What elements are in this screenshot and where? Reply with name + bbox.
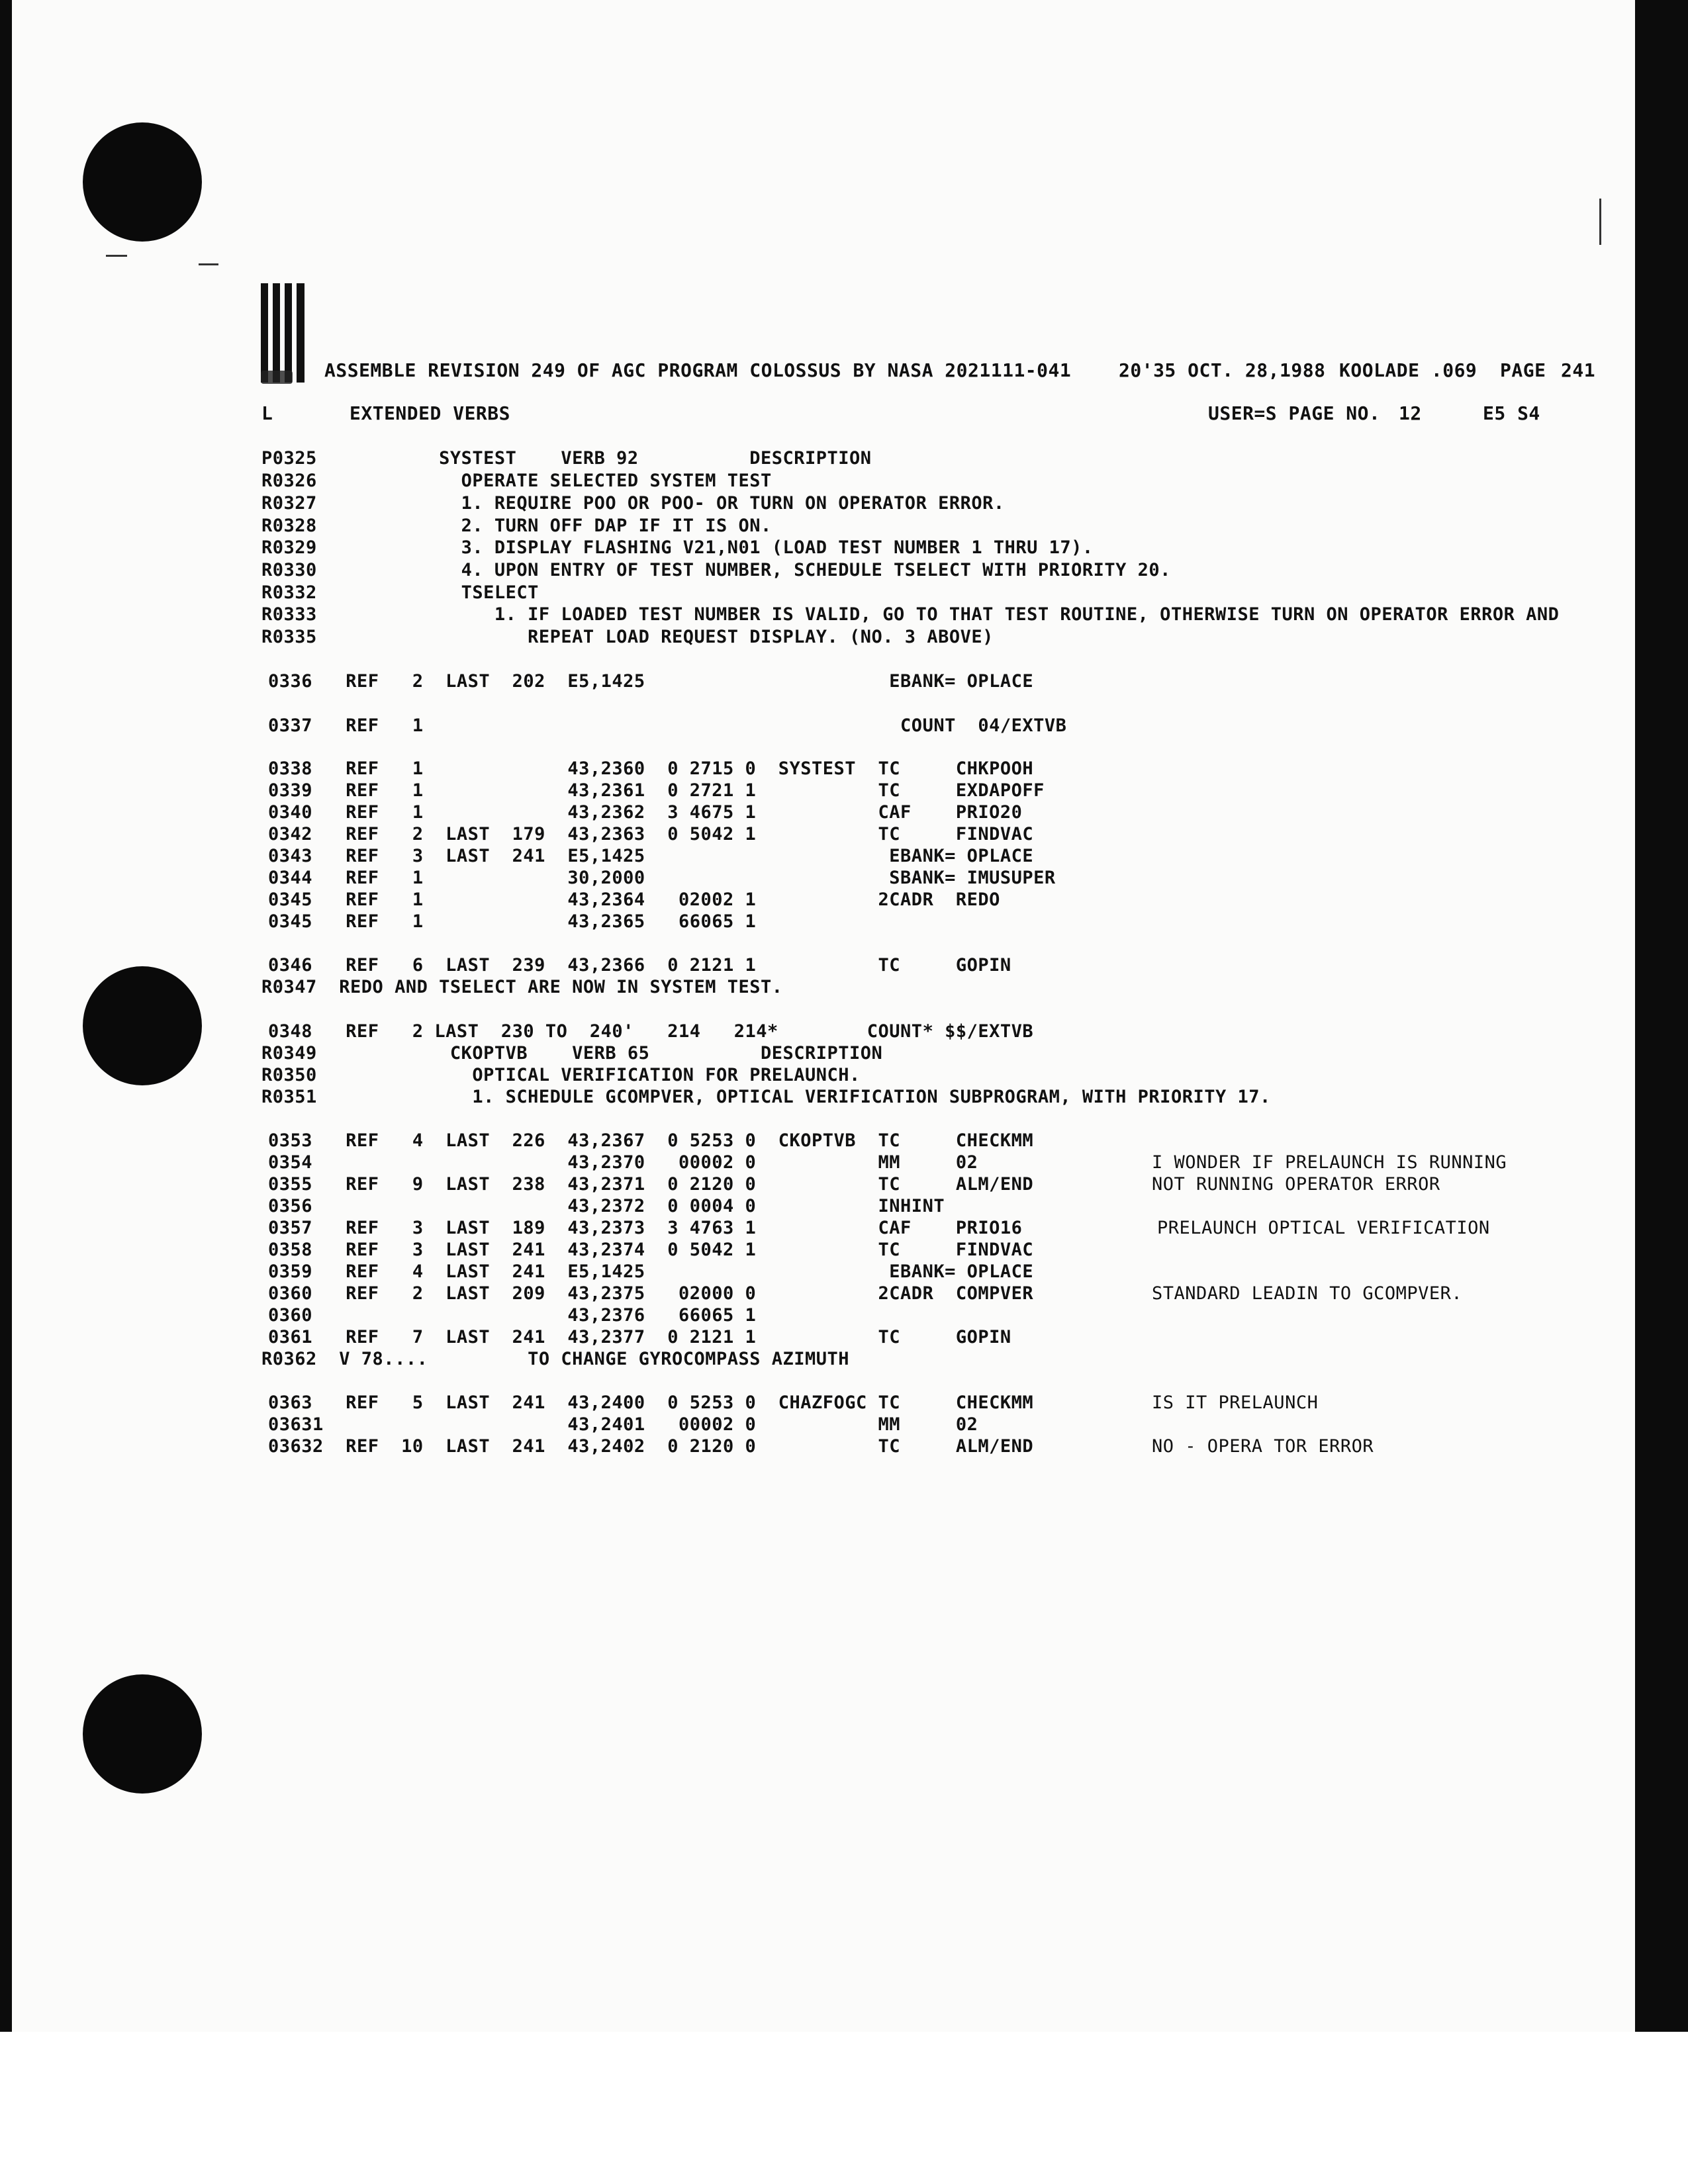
- listing-line: 0340 REF 1 43,2362 3 4675 1 CAF PRIO20: [268, 802, 1023, 823]
- listing-line: 0359 REF 4 LAST 241 E5,1425 EBANK= OPLACE: [268, 1261, 1034, 1282]
- listing-line: 0339 REF 1 43,2361 0 2721 1 TC EXDAPOFF: [268, 780, 1045, 801]
- listing-comment: I WONDER IF PRELAUNCH IS RUNNING: [1152, 1152, 1507, 1173]
- punch-hole-icon: [83, 1674, 202, 1794]
- listing-line: 0336 REF 2 LAST 202 E5,1425 EBANK= OPLACE: [268, 671, 1034, 692]
- listing-timestamp: 20'35 OCT. 28,1988: [1119, 359, 1326, 381]
- listing-line: 0346 REF 6 LAST 239 43,2366 0 2121 1 TC GOPIN: [268, 955, 1011, 976]
- listing-line: 0363 REF 5 LAST 241 43,2400 0 5253 0 CHAZFOGC TC CHECKMM: [268, 1392, 1034, 1413]
- listing-line: 0360 REF 2 LAST 209 43,2375 02000 0 2CADR COMPVER: [268, 1283, 1034, 1304]
- scan-mark: [106, 255, 127, 257]
- scan-mark: [1599, 199, 1601, 245]
- listing-line: 0357 REF 3 LAST 189 43,2373 3 4763 1 CAF PRIO16: [268, 1218, 1023, 1238]
- listing-line: R0351 1. SCHEDULE GCOMPVER, OPTICAL VERIFICATION SUBPROGRAM, WITH PRIORITY 17.: [261, 1087, 1271, 1107]
- listing-comment: IS IT PRELAUNCH: [1152, 1392, 1319, 1413]
- listing-comment: NOT RUNNING OPERATOR ERROR: [1152, 1174, 1440, 1195]
- listing-line: 0358 REF 3 LAST 241 43,2374 0 5042 1 TC FINDVAC: [268, 1240, 1034, 1260]
- listing-line: 0343 REF 3 LAST 241 E5,1425 EBANK= OPLACE: [268, 846, 1034, 866]
- listing-line: R0362 V 78.... TO CHANGE GYROCOMPASS AZIMUTH: [261, 1349, 850, 1369]
- listing-line: 03631 43,2401 00002 0 MM 02: [268, 1414, 978, 1435]
- listing-line: R0347 REDO AND TSELECT ARE NOW IN SYSTEM TEST.: [261, 977, 783, 997]
- listing-line: P0325 SYSTEST VERB 92 DESCRIPTION: [261, 448, 872, 469]
- scan-edge-left: [0, 0, 12, 2032]
- listing-line: 0337 REF 1 COUNT 04/EXTVB: [268, 715, 1067, 736]
- listing-line: 0342 REF 2 LAST 179 43,2363 0 5042 1 TC FINDVAC: [268, 824, 1034, 844]
- koolade-version: KOOLADE .069: [1339, 359, 1477, 381]
- ink-smudge: [261, 371, 293, 384]
- punch-hole-icon: [83, 966, 202, 1085]
- listing-line: 0353 REF 4 LAST 226 43,2367 0 5253 0 CKOPTVB TC CHECKMM: [268, 1130, 1034, 1151]
- listing-line: R0326 OPERATE SELECTED SYSTEM TEST: [261, 471, 772, 491]
- listing-comment: PRELAUNCH OPTICAL VERIFICATION: [1157, 1218, 1490, 1238]
- listing-line: 0348 REF 2 LAST 230 TO 240' 214 214* COUNT* $$/EXTVB: [268, 1021, 1034, 1042]
- listing-line: R0333 1. IF LOADED TEST NUMBER IS VALID, GO TO THAT TEST ROUTINE, OTHERWISE TURN ON OPERATOR ERROR AND: [261, 604, 1560, 625]
- listing-line: 0356 43,2372 0 0004 0 INHINT: [268, 1196, 945, 1216]
- listing-line: R0330 4. UPON ENTRY OF TEST NUMBER, SCHEDULE TSELECT WITH PRIORITY 20.: [261, 560, 1171, 580]
- section-title: EXTENDED VERBS: [350, 402, 511, 424]
- scan-mark: [199, 263, 218, 265]
- page-label: PAGE: [1500, 359, 1546, 381]
- listing-title: ASSEMBLE REVISION 249 OF AGC PROGRAM COLOSSUS BY NASA 2021111-041: [324, 359, 1072, 381]
- listing-line: 0338 REF 1 43,2360 0 2715 0 SYSTEST TC CHKPOOH: [268, 758, 1034, 779]
- listing-line: R0349 CKOPTVB VERB 65 DESCRIPTION: [261, 1043, 883, 1064]
- page-margin-bottom: [0, 2032, 1688, 2184]
- listing-line: 0345 REF 1 43,2365 66065 1: [268, 911, 757, 932]
- user-page-label: USER=S PAGE NO.: [1208, 402, 1381, 424]
- punch-hole-icon: [83, 122, 202, 242]
- listing-line: R0327 1. REQUIRE POO OR POO- OR TURN ON OPERATOR ERROR.: [261, 493, 1005, 514]
- listing-line: 0361 REF 7 LAST 241 43,2377 0 2121 1 TC GOPIN: [268, 1327, 1011, 1347]
- scan-edge-right: [1635, 0, 1688, 2032]
- listing-comment: STANDARD LEADIN TO GCOMPVER.: [1152, 1283, 1463, 1304]
- listing-line: R0328 2. TURN OFF DAP IF IT IS ON.: [261, 516, 772, 536]
- page-number: 241: [1561, 359, 1596, 381]
- user-page-number: 12: [1399, 402, 1422, 424]
- listing-line: 0355 REF 9 LAST 238 43,2371 0 2120 0 TC ALM/END: [268, 1174, 1034, 1195]
- listing-line: R0332 TSELECT: [261, 582, 539, 603]
- listing-line: 0354 43,2370 00002 0 MM 02: [268, 1152, 978, 1173]
- listing-line: 0345 REF 1 43,2364 02002 1 2CADR REDO: [268, 889, 1000, 910]
- bank-label: E5 S4: [1483, 402, 1540, 424]
- listing-line: 03632 REF 10 LAST 241 43,2402 0 2120 0 TC ALM/END: [268, 1436, 1034, 1457]
- listing-line: 0360 43,2376 66065 1: [268, 1305, 757, 1326]
- listing-line: R0350 OPTICAL VERIFICATION FOR PRELAUNCH.: [261, 1065, 861, 1085]
- barcode-marks: [261, 283, 305, 383]
- listing-line: R0335 REPEAT LOAD REQUEST DISPLAY. (NO. 3 ABOVE): [261, 627, 994, 647]
- listing-line: 0344 REF 1 30,2000 SBANK= IMUSUPER: [268, 868, 1056, 888]
- section-mark: L: [261, 402, 273, 424]
- listing-line: R0329 3. DISPLAY FLASHING V21,N01 (LOAD TEST NUMBER 1 THRU 17).: [261, 537, 1094, 558]
- listing-comment: NO - OPERA TOR ERROR: [1152, 1436, 1374, 1457]
